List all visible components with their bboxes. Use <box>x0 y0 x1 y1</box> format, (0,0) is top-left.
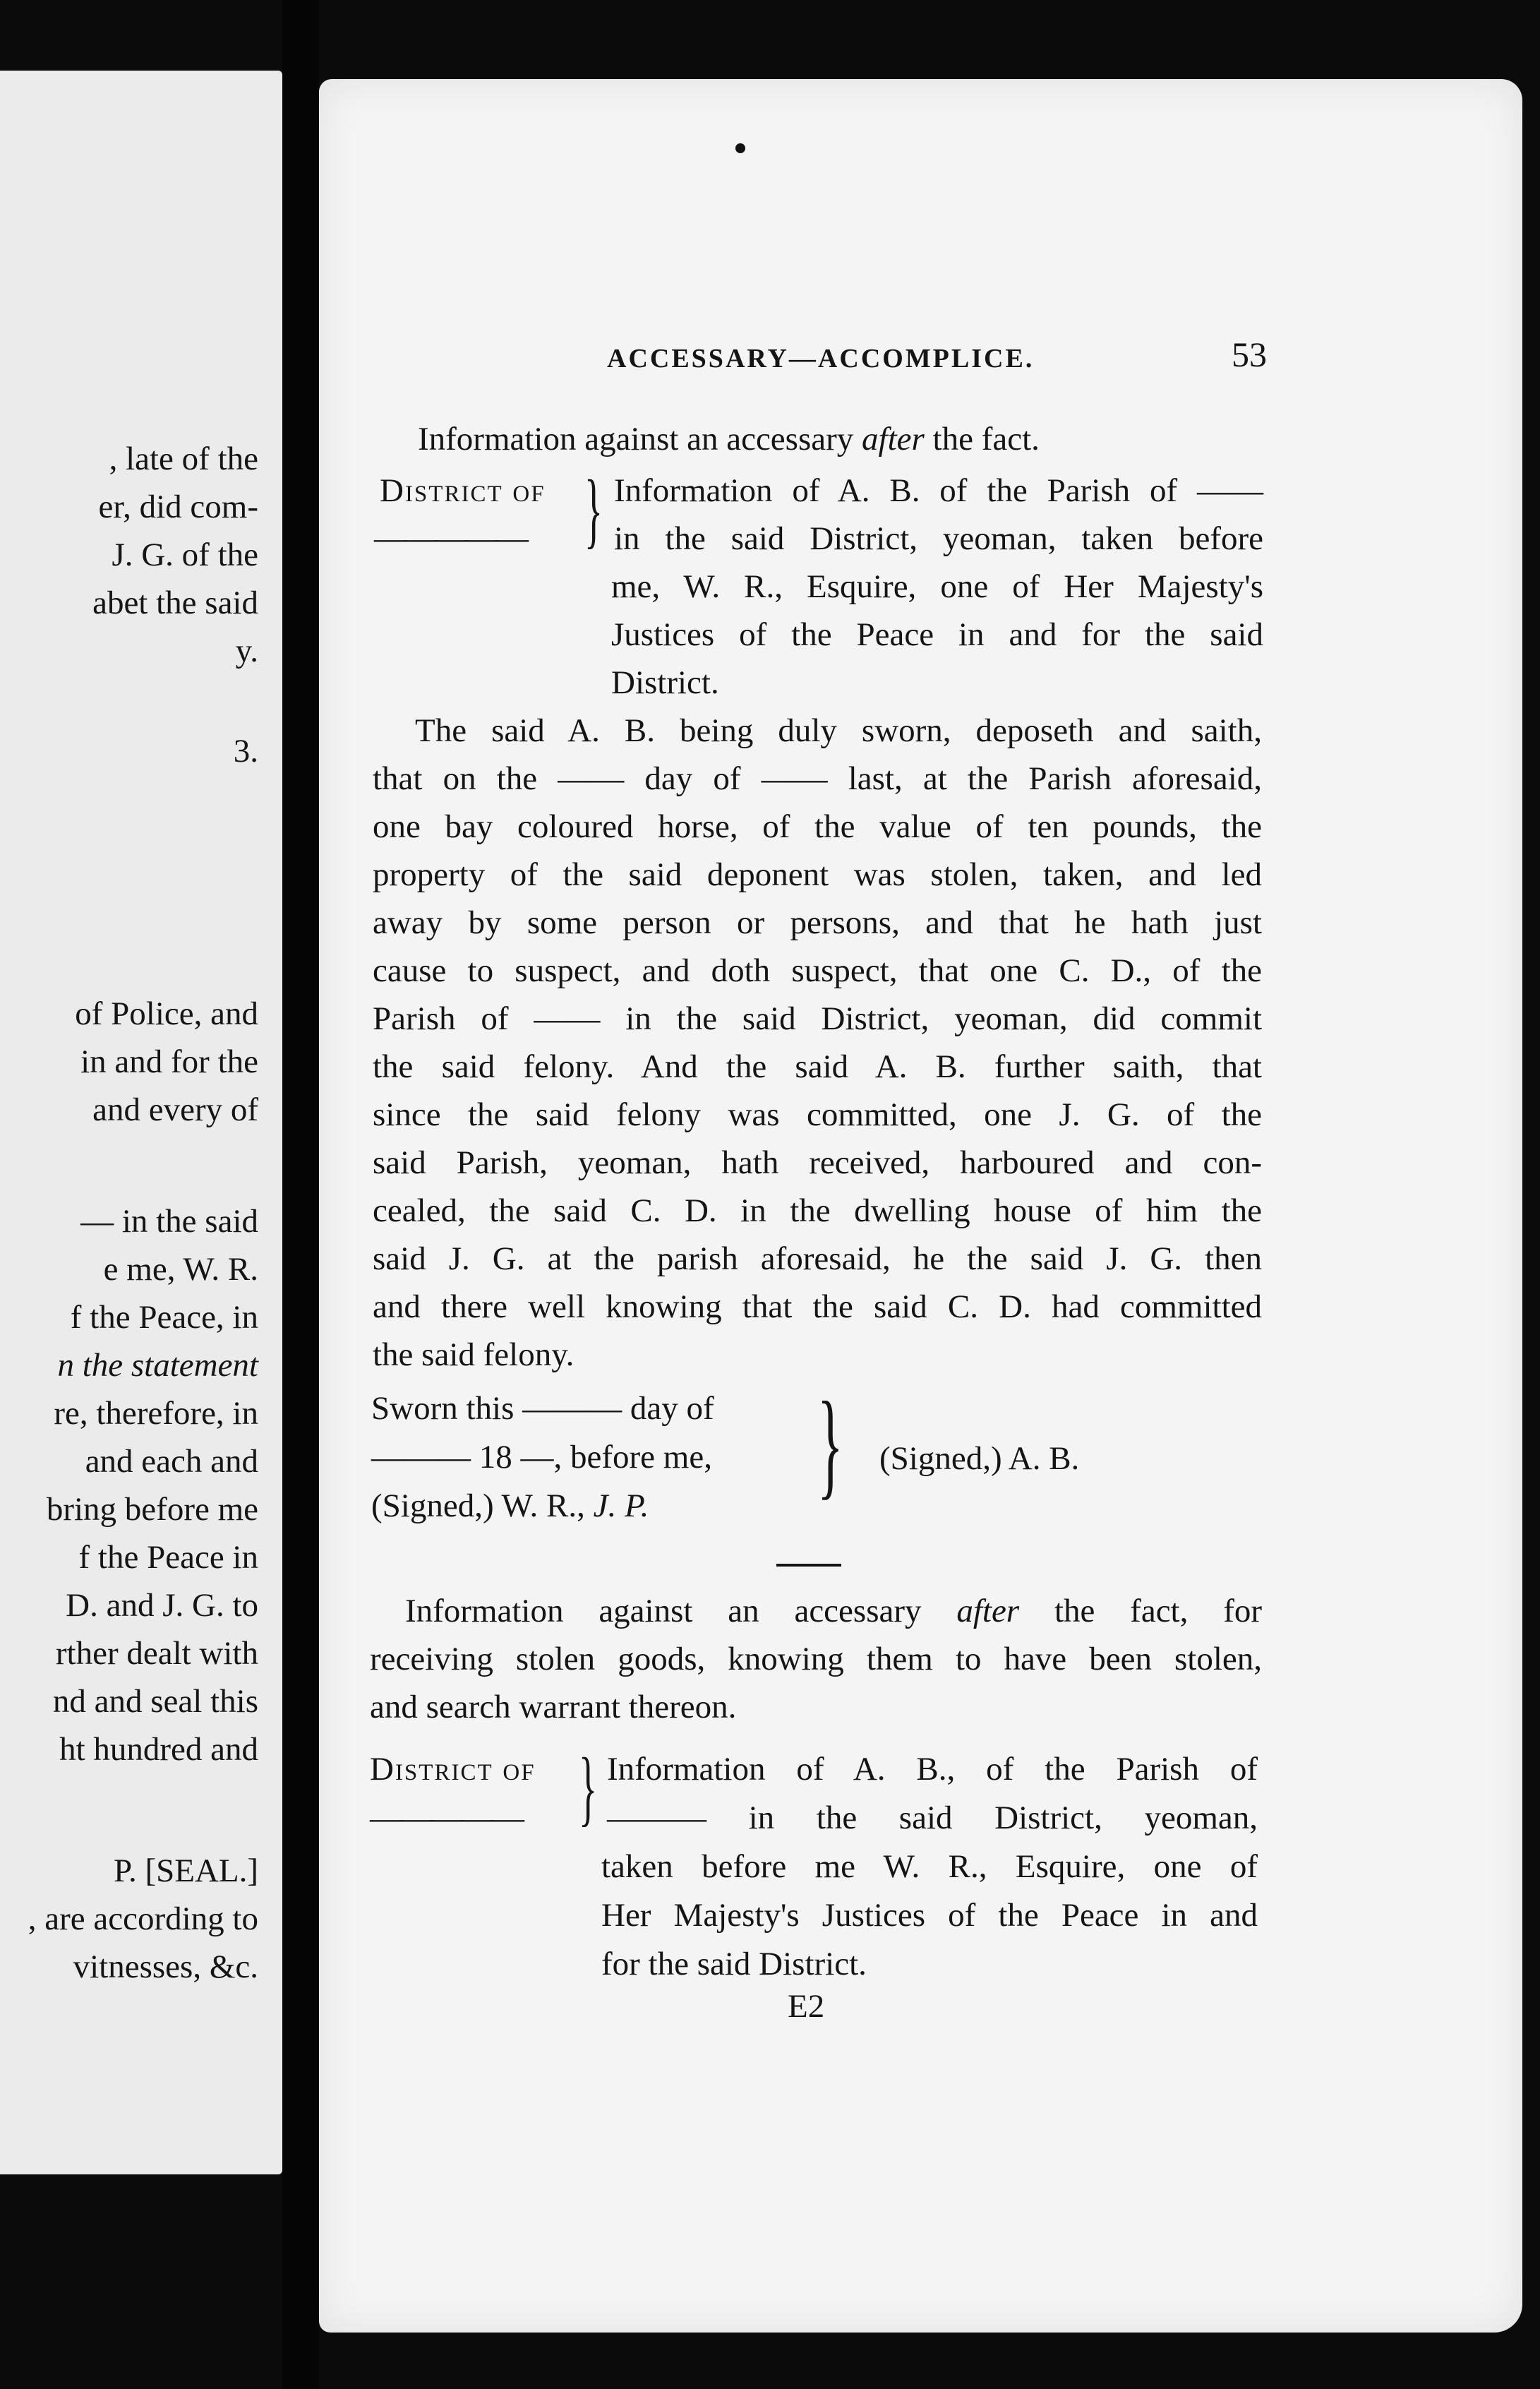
form1-body-line: cealed, the said C. D. in the dwelling house of him the <box>373 1192 1262 1229</box>
form1-body-line: Parish of —— in the said District, yeoman, did commit <box>373 1000 1262 1037</box>
left-line: f the Peace in <box>78 1539 258 1576</box>
left-line: e me, W. R. <box>103 1251 258 1288</box>
form1-caption-line: District. <box>611 664 719 701</box>
left-line: and each and <box>85 1443 258 1480</box>
form1-body-line: and there well knowing that the said C. D. had committed <box>373 1288 1262 1325</box>
left-line: J. G. of the <box>112 537 258 573</box>
ink-dot <box>735 143 745 153</box>
brace: } <box>579 1740 597 1834</box>
form1-body-line: said J. G. at the parish aforesaid, he the said J. G. then <box>373 1240 1262 1277</box>
form1-district-label: District of <box>380 472 546 509</box>
form1-caption-line: in the said District, yeoman, taken before <box>614 520 1263 557</box>
left-line: ht hundred and <box>59 1731 258 1768</box>
page-number: 53 <box>1232 335 1267 374</box>
form1-body-line: one bay coloured horse, of the value of ten pounds, the <box>373 808 1262 845</box>
previous-page-fragment <box>0 71 282 2174</box>
jurat-line: Sworn this ——— day of <box>371 1390 714 1427</box>
brace: } <box>817 1377 843 1510</box>
form1-body-line: The said A. B. being duly sworn, deposeth and saith, <box>415 712 1262 749</box>
left-line: abet the said <box>92 585 258 621</box>
running-title: ACCESSARY—ACCOMPLICE. <box>607 344 1035 373</box>
signature: (Signed,) A. B. <box>879 1440 1080 1477</box>
signature-mark: E2 <box>788 1988 825 2025</box>
form1-body-line: the said felony. And the said A. B. further saith, that <box>373 1048 1262 1085</box>
left-line: , are according to <box>28 1900 258 1937</box>
form1-body-line: since the said felony was committed, one J. G. of the <box>373 1096 1262 1133</box>
left-line: P. [SEAL.] <box>114 1852 258 1889</box>
form2-caption-line: ——— in the said District, yeoman, <box>607 1800 1258 1836</box>
form1-caption-line: Information of A. B. of the Parish of —— <box>614 472 1263 509</box>
form1-caption-line: Justices of the Peace in and for the said <box>611 616 1263 653</box>
form1-title: Information against an accessary after the fact. <box>418 421 1040 457</box>
left-line: and every of <box>92 1091 258 1128</box>
form1-body-line: away by some person or persons, and that he hath just <box>373 904 1262 941</box>
form2-title-line: receiving stolen goods, knowing them to have been stolen, <box>370 1641 1262 1677</box>
form2-caption-line: taken before me W. R., Esquire, one of <box>601 1848 1258 1885</box>
left-line: re, therefore, in <box>54 1395 258 1432</box>
form2-caption-line: for the said District. <box>601 1946 867 1982</box>
left-line: of Police, and <box>75 995 258 1032</box>
form2-title-line: Information against an accessary after the fact, for <box>405 1593 1262 1629</box>
left-line: bring before me <box>46 1491 258 1528</box>
left-line: in and for the <box>80 1043 258 1080</box>
form1-district-blank: ————— <box>374 520 526 556</box>
left-line: f the Peace, in <box>70 1299 258 1336</box>
section-rule <box>776 1564 841 1567</box>
form2-district-label: District of <box>370 1751 536 1788</box>
jurat-line: (Signed,) W. R., J. P. <box>371 1487 649 1524</box>
form1-body-line: cause to suspect, and doth suspect, that one C. D., of the <box>373 952 1262 989</box>
form1-body-line: that on the —— day of —— last, at the Parish aforesaid, <box>373 760 1262 797</box>
form1-body-line: said Parish, yeoman, hath received, harboured and con- <box>373 1144 1262 1181</box>
left-line: D. and J. G. to <box>66 1587 258 1624</box>
brace: } <box>584 462 603 556</box>
form1-body-line: the said felony. <box>373 1336 575 1373</box>
book-gutter <box>282 0 319 2389</box>
left-line: 3. <box>233 733 258 770</box>
left-line: — in the said <box>80 1203 258 1240</box>
left-line: y. <box>235 633 258 669</box>
form2-caption-line: Information of A. B., of the Parish of <box>607 1751 1258 1788</box>
left-line: rther dealt with <box>55 1635 258 1672</box>
form2-caption-line: Her Majesty's Justices of the Peace in and <box>601 1897 1258 1934</box>
left-line: vitnesses, &c. <box>73 1948 258 1985</box>
left-line: er, did com- <box>98 489 258 525</box>
form1-body-line: property of the said deponent was stolen, taken, and led <box>373 856 1262 893</box>
form2-title-line: and search warrant thereon. <box>370 1689 737 1725</box>
jurat-line: ——— 18 —, before me, <box>371 1439 712 1475</box>
left-line: , late of the <box>109 441 258 477</box>
form2-district-blank: ————— <box>370 1800 522 1836</box>
left-line: nd and seal this <box>52 1683 258 1720</box>
left-line: n the statement <box>57 1347 258 1384</box>
form1-caption-line: me, W. R., Esquire, one of Her Majesty's <box>611 568 1263 605</box>
